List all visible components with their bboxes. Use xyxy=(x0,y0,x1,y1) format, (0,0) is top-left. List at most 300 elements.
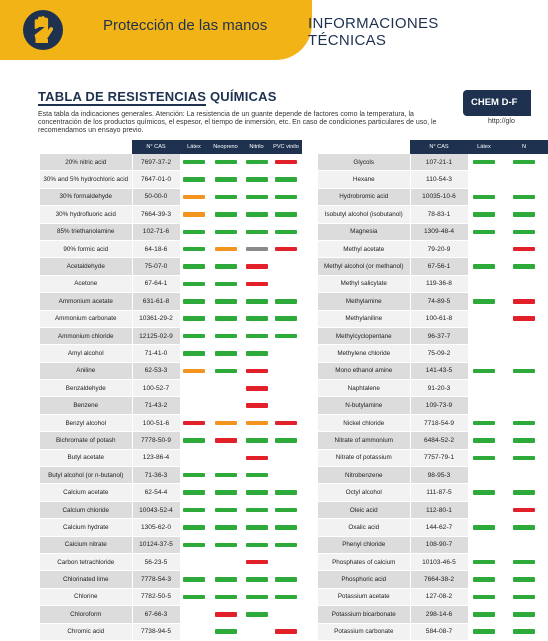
cas-number: 67-56-1 xyxy=(410,258,468,275)
cas-number: 62-54-4 xyxy=(132,484,180,501)
resistance-cell xyxy=(180,432,208,449)
resistance-indicator xyxy=(215,230,237,235)
resistance-cell xyxy=(208,414,243,431)
resistance-cell xyxy=(270,293,302,310)
resistance-indicator xyxy=(473,195,495,200)
cas-number: 7664-39-3 xyxy=(132,206,180,223)
chemical-name: 20% nitric acid xyxy=(40,154,132,171)
resistance-cell xyxy=(500,240,548,257)
resistance-indicator xyxy=(275,543,297,548)
chemical-name: Aniline xyxy=(40,362,132,379)
resistance-indicator xyxy=(183,508,205,513)
cas-number: 62-53-3 xyxy=(132,362,180,379)
resistance-cell xyxy=(243,275,270,292)
resistance-indicator xyxy=(183,369,205,374)
resistance-cell xyxy=(180,397,208,414)
cas-number: 10043-52-4 xyxy=(132,501,180,518)
cas-number: 10124-37-5 xyxy=(132,536,180,553)
resistance-cell xyxy=(180,258,208,275)
resistance-cell xyxy=(270,188,302,205)
table-row xyxy=(40,571,302,588)
chemical-name: Phosphates of calcium xyxy=(318,553,410,570)
header-blank xyxy=(40,140,132,154)
cas-number: 79-20-9 xyxy=(410,240,468,257)
resistance-cell xyxy=(180,484,208,501)
resistance-indicator xyxy=(215,438,237,443)
resistance-cell xyxy=(270,467,302,484)
resistance-indicator xyxy=(473,299,495,304)
table-row xyxy=(318,188,548,205)
resistance-indicator xyxy=(246,299,268,304)
resistance-indicator xyxy=(246,160,268,165)
table-row xyxy=(318,449,548,466)
resistance-indicator xyxy=(275,230,297,235)
resistance-cell xyxy=(270,327,302,344)
resistance-cell xyxy=(270,258,302,275)
cas-number: 71-43-2 xyxy=(132,397,180,414)
resistance-cell xyxy=(500,293,548,310)
resistance-indicator xyxy=(215,612,237,617)
resistance-cell xyxy=(270,519,302,536)
resistance-cell xyxy=(208,240,243,257)
chemical-name: 30% formaldehyde xyxy=(40,188,132,205)
resistance-cell xyxy=(500,310,548,327)
chemical-name: Methylamine xyxy=(318,293,410,310)
chemical-name: Methyl acetate xyxy=(318,240,410,257)
resistance-indicator xyxy=(215,595,237,600)
resistance-cell xyxy=(208,536,243,553)
chemical-name: Chloroform xyxy=(40,606,132,623)
chemical-name: Nitrate of potassium xyxy=(318,449,410,466)
resistance-indicator xyxy=(246,264,268,269)
resistance-indicator xyxy=(215,508,237,513)
chemical-name: Calcium chloride xyxy=(40,501,132,518)
column-header: N° CAS xyxy=(132,140,180,154)
resistance-indicator xyxy=(473,212,495,217)
resistance-cell xyxy=(500,171,548,188)
table-row xyxy=(318,362,548,379)
chemical-name: Mono ethanol amine xyxy=(318,362,410,379)
resistance-cell xyxy=(270,362,302,379)
table-row xyxy=(318,484,548,501)
table-row xyxy=(318,223,548,240)
table-row xyxy=(40,501,302,518)
table-row xyxy=(40,536,302,553)
table-row xyxy=(40,310,302,327)
chemical-name: Nitrate of ammonium xyxy=(318,432,410,449)
resistance-cell xyxy=(468,258,500,275)
cas-number: 123-86-4 xyxy=(132,449,180,466)
table-row xyxy=(318,380,548,397)
resistance-indicator xyxy=(183,282,205,287)
resistance-cell xyxy=(208,258,243,275)
resistance-indicator xyxy=(183,177,205,182)
resistance-indicator xyxy=(215,525,237,530)
cas-number: 12125-02-9 xyxy=(132,327,180,344)
resistance-indicator xyxy=(246,543,268,548)
resistance-cell xyxy=(468,380,500,397)
resistance-indicator xyxy=(246,334,268,339)
header-category-title: Protección de las manos xyxy=(103,17,268,34)
resistance-cell xyxy=(243,327,270,344)
resistance-cell xyxy=(468,501,500,518)
resistance-cell xyxy=(270,588,302,605)
resistance-indicator xyxy=(183,525,205,530)
chemical-name: Potassium acetate xyxy=(318,588,410,605)
resistance-cell xyxy=(468,240,500,257)
resistance-cell xyxy=(500,623,548,640)
resistance-cell xyxy=(180,414,208,431)
column-header: Nitrilo xyxy=(243,140,270,154)
table-row xyxy=(318,240,548,257)
table-row xyxy=(318,345,548,362)
resistance-cell xyxy=(500,327,548,344)
table-row xyxy=(40,397,302,414)
resistance-indicator xyxy=(183,577,205,582)
resistance-cell xyxy=(270,345,302,362)
resistance-indicator xyxy=(513,369,535,374)
resistance-cell xyxy=(208,553,243,570)
table-row xyxy=(318,467,548,484)
resistance-indicator xyxy=(215,160,237,165)
resistance-indicator xyxy=(246,403,268,408)
chemical-name: Potassium bicarbonate xyxy=(318,606,410,623)
resistance-indicator xyxy=(215,177,237,182)
resistance-cell xyxy=(208,223,243,240)
resistance-cell xyxy=(243,206,270,223)
resistance-cell xyxy=(500,188,548,205)
resistance-cell xyxy=(180,327,208,344)
resistance-indicator xyxy=(275,525,297,530)
resistance-indicator xyxy=(513,316,535,321)
chemical-name: N-butylamine xyxy=(318,397,410,414)
resistance-cell xyxy=(243,536,270,553)
resistance-cell xyxy=(270,240,302,257)
chemical-name: Amyl alcohol xyxy=(40,345,132,362)
chemical-name: Phosphoric acid xyxy=(318,571,410,588)
resistance-cell xyxy=(180,154,208,171)
resistance-cell xyxy=(208,588,243,605)
chemical-name: 85% triethanolamine xyxy=(40,223,132,240)
resistance-indicator xyxy=(183,299,205,304)
chemical-name: Acetone xyxy=(40,275,132,292)
resistance-indicator xyxy=(215,369,237,374)
resistance-indicator xyxy=(183,212,205,217)
resistance-cell xyxy=(243,345,270,362)
resistance-indicator xyxy=(215,351,237,356)
resistance-indicator xyxy=(513,490,535,495)
cas-number: 109-73-9 xyxy=(410,397,468,414)
resistance-indicator xyxy=(183,334,205,339)
resistance-indicator xyxy=(275,177,297,182)
table-row xyxy=(318,397,548,414)
cas-number: 7647-01-0 xyxy=(132,171,180,188)
resistance-indicator xyxy=(215,490,237,495)
table-row xyxy=(40,467,302,484)
resistance-cell xyxy=(243,519,270,536)
table-row xyxy=(318,275,548,292)
resistance-indicator xyxy=(513,577,535,582)
resistance-cell xyxy=(500,414,548,431)
resistance-cell xyxy=(243,571,270,588)
resistance-cell xyxy=(180,362,208,379)
resistance-cell xyxy=(208,519,243,536)
resistance-indicator xyxy=(473,612,495,617)
resistance-indicator xyxy=(215,247,237,252)
resistance-cell xyxy=(500,553,548,570)
column-header: Látex xyxy=(468,140,500,154)
resistance-cell xyxy=(500,501,548,518)
cas-number: 584-08-7 xyxy=(410,623,468,640)
table-row xyxy=(40,484,302,501)
resistance-cell xyxy=(208,432,243,449)
resistance-indicator xyxy=(473,595,495,600)
table-row xyxy=(40,588,302,605)
page-title: TABLA DE RESISTENCIAS QUÍMICAS xyxy=(38,89,277,104)
resistance-indicator xyxy=(215,264,237,269)
resistance-cell xyxy=(468,188,500,205)
resistance-cell xyxy=(180,223,208,240)
resistance-cell xyxy=(468,432,500,449)
chemical-name: Nickel chloride xyxy=(318,414,410,431)
resistance-indicator xyxy=(183,490,205,495)
resistance-cell xyxy=(270,449,302,466)
resistance-indicator xyxy=(513,525,535,530)
table-row xyxy=(40,258,302,275)
resistance-cell xyxy=(468,484,500,501)
chemical-name: Benzaldehyde xyxy=(40,380,132,397)
resistance-cell xyxy=(270,536,302,553)
resistance-indicator xyxy=(473,160,495,165)
resistance-cell xyxy=(180,588,208,605)
resistance-indicator xyxy=(246,438,268,443)
resistance-indicator xyxy=(215,473,237,478)
resistance-cell xyxy=(243,362,270,379)
intro-text: Esta tabla da indicaciones generales. Atención: La resistencia de un guante depende de factores como la temperatura, la concentración de los productos químicos, el espesor, el tiempo de inmersión, etc. En caso de condiciones particulares de uso, le recomendamos un ensayo previo. xyxy=(38,111,437,135)
resistance-cell xyxy=(468,571,500,588)
resistance-indicator xyxy=(275,629,297,634)
cas-number: 64-18-6 xyxy=(132,240,180,257)
resistance-cell xyxy=(180,188,208,205)
column-header: N xyxy=(500,140,548,154)
resistance-cell xyxy=(243,310,270,327)
resistance-cell xyxy=(468,449,500,466)
resistance-cell xyxy=(243,606,270,623)
cas-number: 10103-46-5 xyxy=(410,553,468,570)
header-section-title: INFORMACIONES TÉCNICAS xyxy=(308,15,439,49)
resistance-indicator xyxy=(513,629,535,634)
resistance-indicator xyxy=(215,421,237,426)
resistance-indicator xyxy=(513,230,535,235)
resistance-cell xyxy=(500,606,548,623)
resistance-cell xyxy=(270,380,302,397)
resistance-cell xyxy=(468,519,500,536)
table-row xyxy=(318,623,548,640)
resistance-indicator xyxy=(215,299,237,304)
resistance-indicator xyxy=(473,577,495,582)
header-blank xyxy=(318,140,410,154)
resistance-indicator xyxy=(183,351,205,356)
resistance-cell xyxy=(243,293,270,310)
resistance-cell xyxy=(500,345,548,362)
resistance-cell xyxy=(500,449,548,466)
resistance-indicator xyxy=(183,595,205,600)
resistance-cell xyxy=(243,380,270,397)
resistance-indicator xyxy=(275,195,297,200)
chemical-name: Magnesia xyxy=(318,223,410,240)
resistance-indicator xyxy=(275,595,297,600)
cas-number: 631-61-8 xyxy=(132,293,180,310)
table-row xyxy=(318,536,548,553)
cas-number: 71-36-3 xyxy=(132,467,180,484)
resistance-cell xyxy=(208,362,243,379)
chemical-name: Oleic acid xyxy=(318,501,410,518)
table-row xyxy=(40,519,302,536)
cas-number: 96-37-7 xyxy=(410,327,468,344)
resistance-cell xyxy=(208,484,243,501)
cas-number: 1305-62-0 xyxy=(132,519,180,536)
resistance-cell xyxy=(243,154,270,171)
resistance-indicator xyxy=(215,334,237,339)
resistance-cell xyxy=(243,467,270,484)
resistance-indicator xyxy=(275,212,297,217)
cas-number: 7757-79-1 xyxy=(410,449,468,466)
table-row xyxy=(318,501,548,518)
chemical-name: Methylaniline xyxy=(318,310,410,327)
column-header: N° CAS xyxy=(410,140,468,154)
resistance-cell xyxy=(243,223,270,240)
resistance-indicator xyxy=(215,629,237,634)
resistance-cell xyxy=(468,362,500,379)
cas-number: 71-41-0 xyxy=(132,345,180,362)
resistance-indicator xyxy=(183,160,205,165)
resistance-indicator xyxy=(246,490,268,495)
resistance-indicator xyxy=(246,560,268,565)
resistance-indicator xyxy=(246,177,268,182)
resistance-cell xyxy=(208,327,243,344)
resistance-indicator xyxy=(513,612,535,617)
chemical-name: Carbon tetrachloride xyxy=(40,553,132,570)
chemical-name: Hexane xyxy=(318,171,410,188)
resistance-indicator xyxy=(246,473,268,478)
resistance-cell xyxy=(208,171,243,188)
resistance-cell xyxy=(468,171,500,188)
chemical-name: Oxalic acid xyxy=(318,519,410,536)
column-header: Neopreno xyxy=(208,140,243,154)
cas-number: 100-52-7 xyxy=(132,380,180,397)
table-row xyxy=(318,310,548,327)
resistance-cell xyxy=(270,414,302,431)
resistance-cell xyxy=(468,223,500,240)
resistance-indicator xyxy=(513,299,535,304)
resistance-indicator xyxy=(513,264,535,269)
table-row xyxy=(318,553,548,570)
table-row xyxy=(40,606,302,623)
resistance-indicator xyxy=(246,247,268,252)
resistance-indicator xyxy=(246,421,268,426)
resistance-indicator xyxy=(513,595,535,600)
table-header-row xyxy=(318,140,548,154)
cas-number: 10361-29-2 xyxy=(132,310,180,327)
resistance-cell xyxy=(270,484,302,501)
cas-number: 7718-54-9 xyxy=(410,414,468,431)
table-row xyxy=(40,380,302,397)
resistance-indicator xyxy=(473,230,495,235)
resistance-indicator xyxy=(246,525,268,530)
resistance-cell xyxy=(208,275,243,292)
resistance-indicator xyxy=(215,195,237,200)
resistance-cell xyxy=(180,501,208,518)
resistance-indicator xyxy=(513,560,535,565)
resistance-indicator xyxy=(473,456,495,461)
table-row xyxy=(40,240,302,257)
resistance-cell xyxy=(208,501,243,518)
chemical-name: Calcium hydrate xyxy=(40,519,132,536)
resistance-cell xyxy=(243,171,270,188)
resistance-cell xyxy=(500,571,548,588)
resistance-cell xyxy=(468,154,500,171)
cas-number: 56-23-5 xyxy=(132,553,180,570)
chemical-name: Acetaldehyde xyxy=(40,258,132,275)
cas-number: 141-43-5 xyxy=(410,362,468,379)
resistance-cell xyxy=(468,293,500,310)
resistance-cell xyxy=(468,623,500,640)
resistance-cell xyxy=(180,536,208,553)
resistance-cell xyxy=(180,606,208,623)
resistance-cell xyxy=(180,293,208,310)
resistance-cell xyxy=(468,397,500,414)
resistance-cell xyxy=(500,432,548,449)
chemical-name: Methylcyclopentane xyxy=(318,327,410,344)
table-row xyxy=(40,206,302,223)
chemical-name: Chlorinated lime xyxy=(40,571,132,588)
table-row xyxy=(40,327,302,344)
table-row xyxy=(40,432,302,449)
resistance-indicator xyxy=(275,577,297,582)
resistance-cell xyxy=(500,223,548,240)
resistance-cell xyxy=(243,588,270,605)
chemical-name: Chromic acid xyxy=(40,623,132,640)
cas-number: 50-00-0 xyxy=(132,188,180,205)
table-row xyxy=(318,258,548,275)
resistance-indicator xyxy=(183,421,205,426)
resistance-cell xyxy=(270,206,302,223)
cas-number: 6484-52-2 xyxy=(410,432,468,449)
cas-number: 74-89-5 xyxy=(410,293,468,310)
resistance-indicator xyxy=(275,438,297,443)
chemical-name: Glycols xyxy=(318,154,410,171)
chemical-name: Potassium carbonate xyxy=(318,623,410,640)
resistance-cell xyxy=(468,606,500,623)
table-row xyxy=(40,171,302,188)
resistance-indicator xyxy=(473,629,495,634)
table-row xyxy=(40,188,302,205)
resistance-indicator xyxy=(183,230,205,235)
resistance-indicator xyxy=(215,282,237,287)
cas-number: 78-83-1 xyxy=(410,206,468,223)
resistance-cell xyxy=(208,206,243,223)
chemical-name: Butyl alcohol (or n-butanol) xyxy=(40,467,132,484)
resistance-cell xyxy=(500,362,548,379)
resistance-cell xyxy=(208,467,243,484)
cas-number: 7697-37-2 xyxy=(132,154,180,171)
table-row xyxy=(40,154,302,171)
resistance-cell xyxy=(180,275,208,292)
cas-number: 107-21-1 xyxy=(410,154,468,171)
resistance-indicator xyxy=(246,577,268,582)
cas-number: 7738-94-5 xyxy=(132,623,180,640)
resistance-indicator xyxy=(513,438,535,443)
